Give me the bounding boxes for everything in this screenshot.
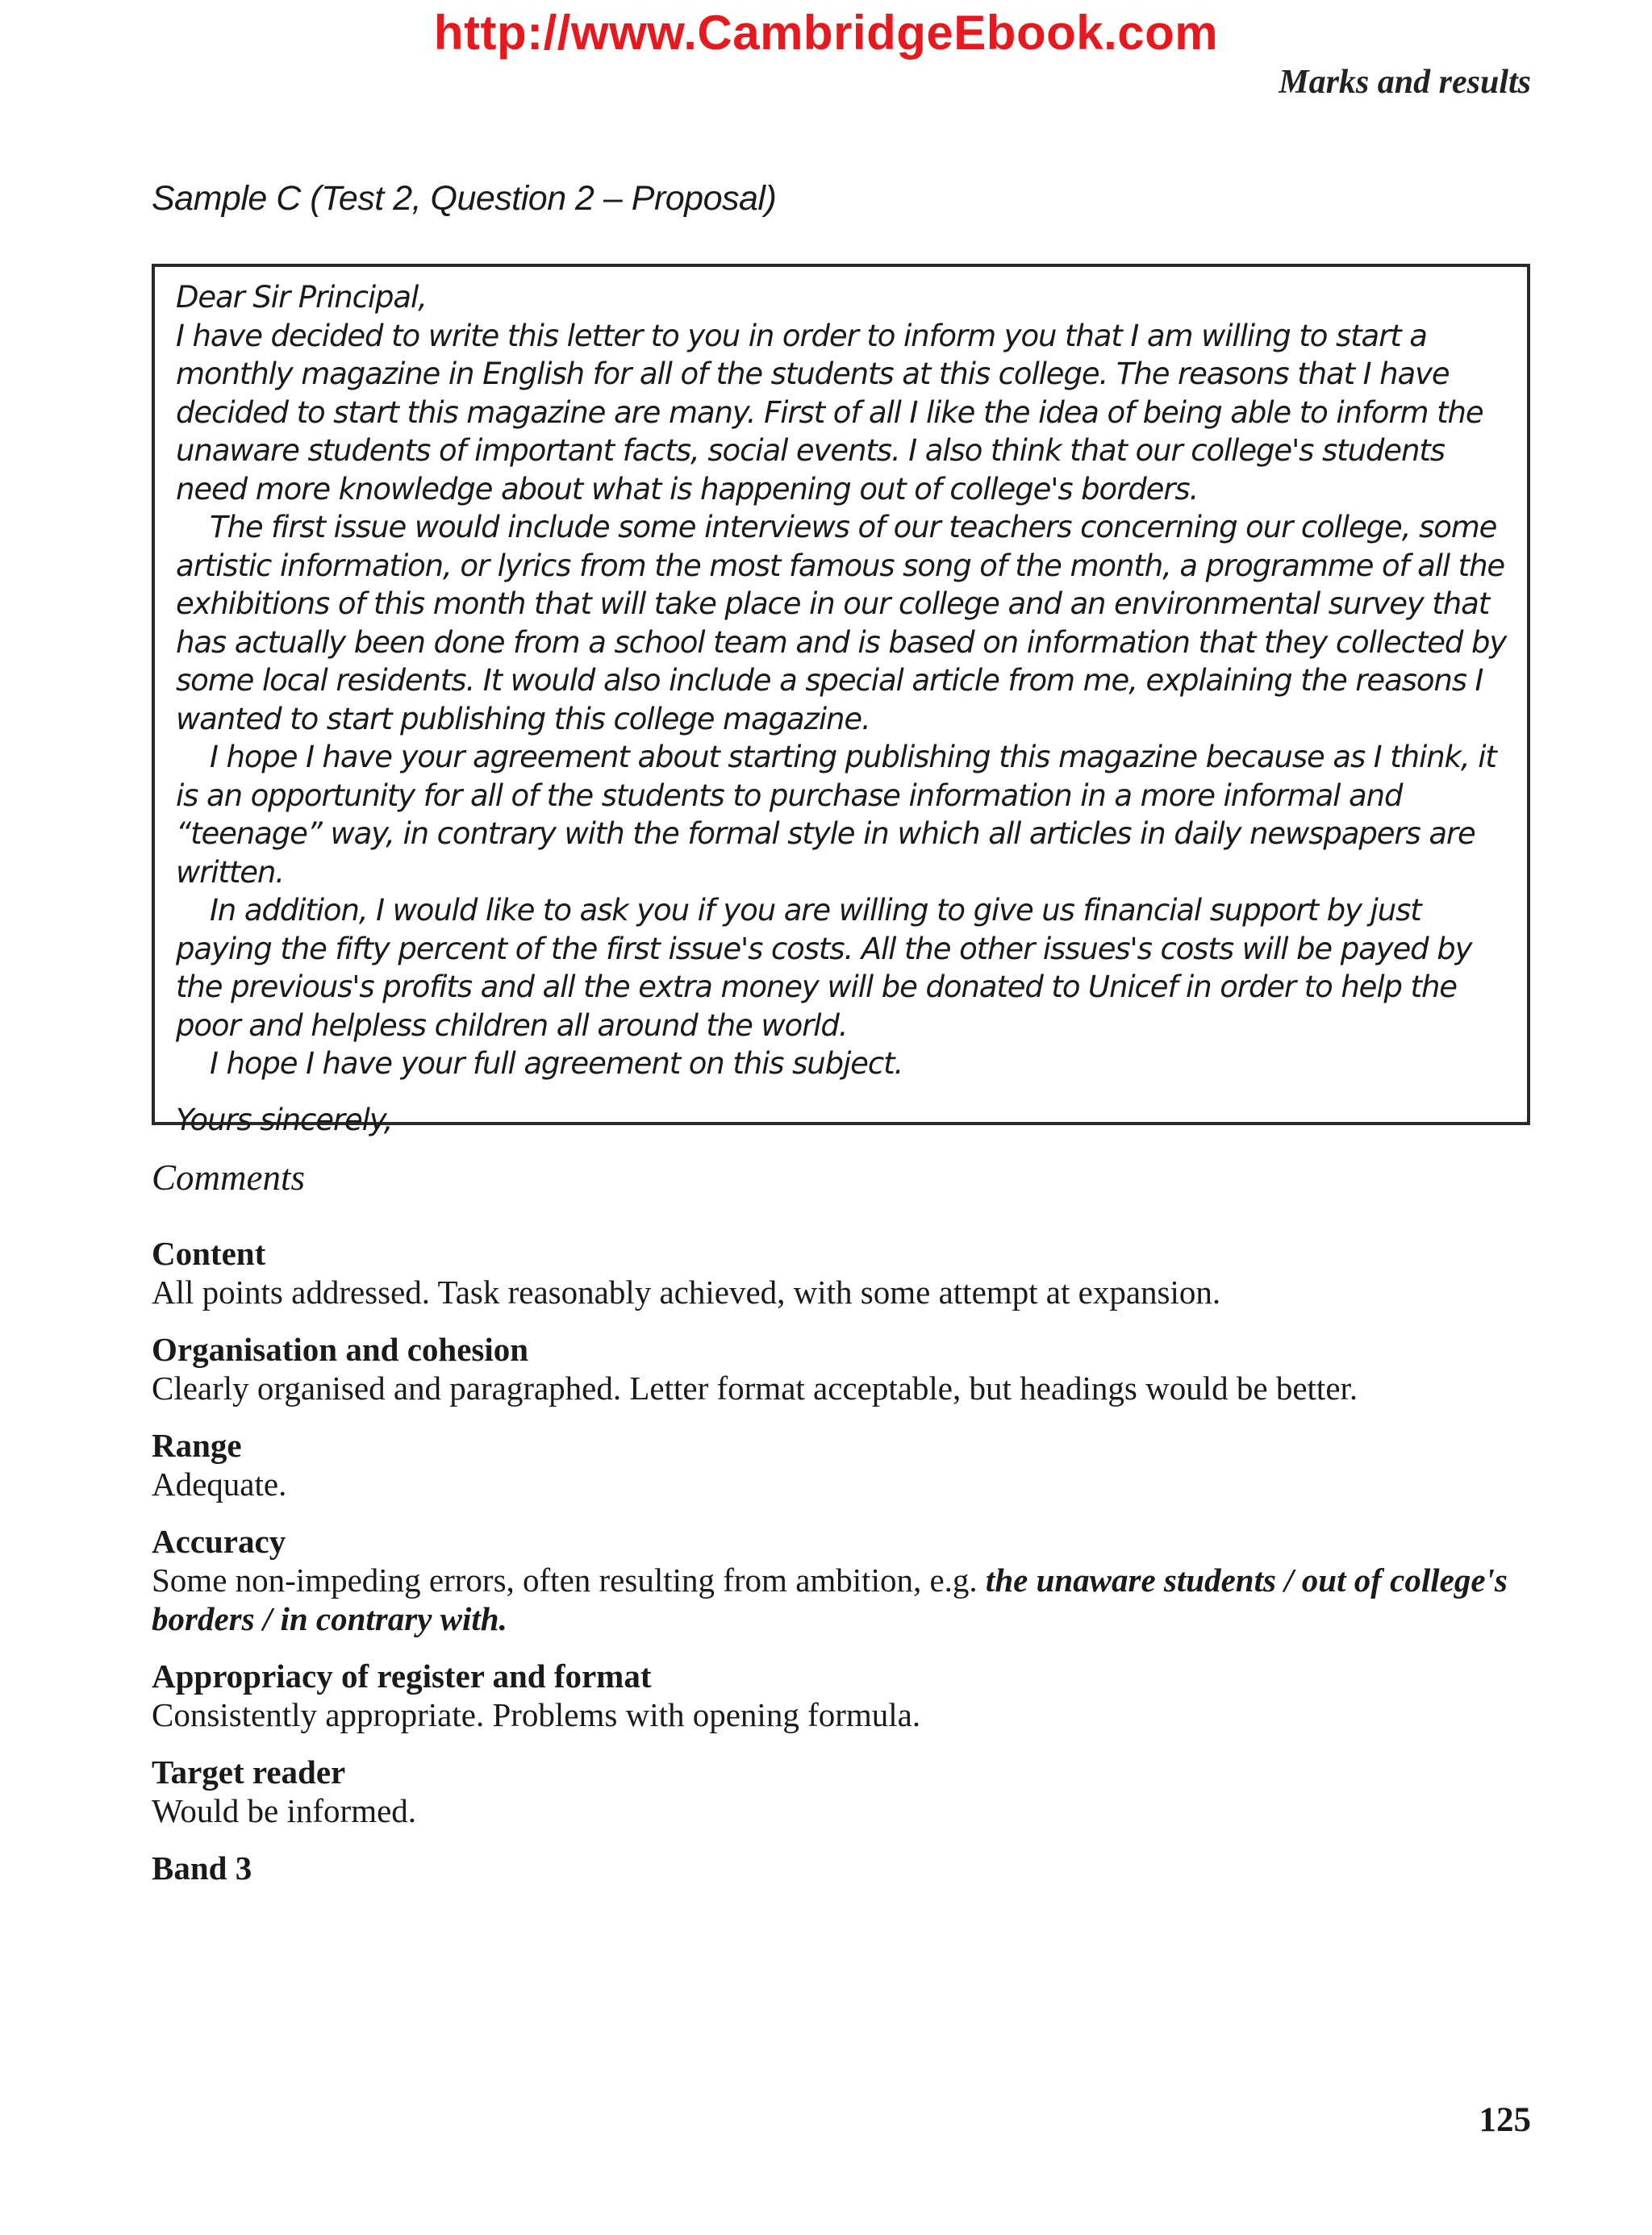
comment-text: Clearly organised and paragraphed. Letter format acceptable, but headings would be better. xyxy=(152,1370,1358,1407)
comment-range xyxy=(152,1426,1539,1503)
comment-heading: Accuracy xyxy=(152,1523,286,1560)
comment-text: Consistently appropriate. Problems with opening formula. xyxy=(152,1696,921,1733)
letter-paragraph: I have decided to write this letter to you in order to inform you that I am willing to start a monthly magazine in English for all of the students at this college. The reasons that I have decided to start this magazine are many. First of all I like the idea of being able to inform the unaware students of important facts, social events. I also think that our college's students need more knowledge about what is happening out of college's borders. xyxy=(176,318,1483,507)
comment-text-plain: Some non-impeding errors, often resulting from ambition, e.g. xyxy=(152,1562,978,1599)
comment-heading: Range xyxy=(152,1427,242,1464)
letter-paragraph: The first issue would include some interviews of our teachers concerning our college, some artistic information, or lyrics from the most famous song of the month, a programme of all the exhibitions of this month that will take place in our college and an environmental survey that has actually been done from a school team and is based on information that they collected by some local residents. It would also include a special article from me, explaining the reasons I wanted to start publishing this college magazine. xyxy=(176,510,1507,736)
comment-text: All points addressed. Task reasonably achieved, with some attempt at expansion. xyxy=(152,1274,1221,1311)
comment-heading: Organisation and cohesion xyxy=(152,1331,529,1368)
letter-paragraph: I hope I have your full agreement on this subject. xyxy=(210,1046,903,1081)
comment-heading: Appropriacy of register and format xyxy=(152,1657,652,1695)
comment-appropriacy xyxy=(152,1657,1539,1734)
letter-salutation: Dear Sir Principal, xyxy=(176,280,427,315)
comment-text xyxy=(152,1561,1539,1638)
comment-heading: Content xyxy=(152,1235,266,1272)
comment-target-reader xyxy=(152,1753,1539,1830)
letter-paragraph: I hope I have your agreement about starting publishing this magazine because as I think, it is an opportunity for all of the students to purchase information in a more informal and “teenage” way, in contrary with the formal style in which all articles in daily newspapers are written. xyxy=(176,740,1496,890)
sample-title: Sample C (Test 2, Question 2 – Proposal) xyxy=(152,179,777,218)
running-head: Marks and results xyxy=(1279,64,1531,101)
band-score: Band 3 xyxy=(152,1849,252,1887)
comment-error-examples: the unaware students / out of college's borders / in contrary with. xyxy=(152,1562,1508,1637)
sample-letter-box xyxy=(152,264,1530,1137)
comment-text: Would be informed. xyxy=(152,1792,417,1829)
comments-heading: Comments xyxy=(152,1157,305,1198)
letter-closing: Yours sincerely, xyxy=(176,1102,393,1137)
comment-organisation xyxy=(152,1330,1539,1407)
watermark-url: http://www.CambridgeEbook.com xyxy=(433,6,1219,60)
comment-accuracy xyxy=(152,1522,1539,1638)
letter-paragraph: In addition, I would like to ask you if you are willing to give us financial support by just paying the fifty percent of the first issue's costs. All the other issues's costs will be payed by the previous's profits and all the extra money will be donated to Unicef in order to help the poor and helpless children all around the world. xyxy=(176,893,1472,1043)
comment-heading: Target reader xyxy=(152,1753,346,1791)
page-number: 125 xyxy=(1479,2101,1531,2139)
comment-text: Adequate. xyxy=(152,1466,287,1503)
comment-content xyxy=(152,1234,1539,1311)
comments-section xyxy=(152,1234,1539,1887)
